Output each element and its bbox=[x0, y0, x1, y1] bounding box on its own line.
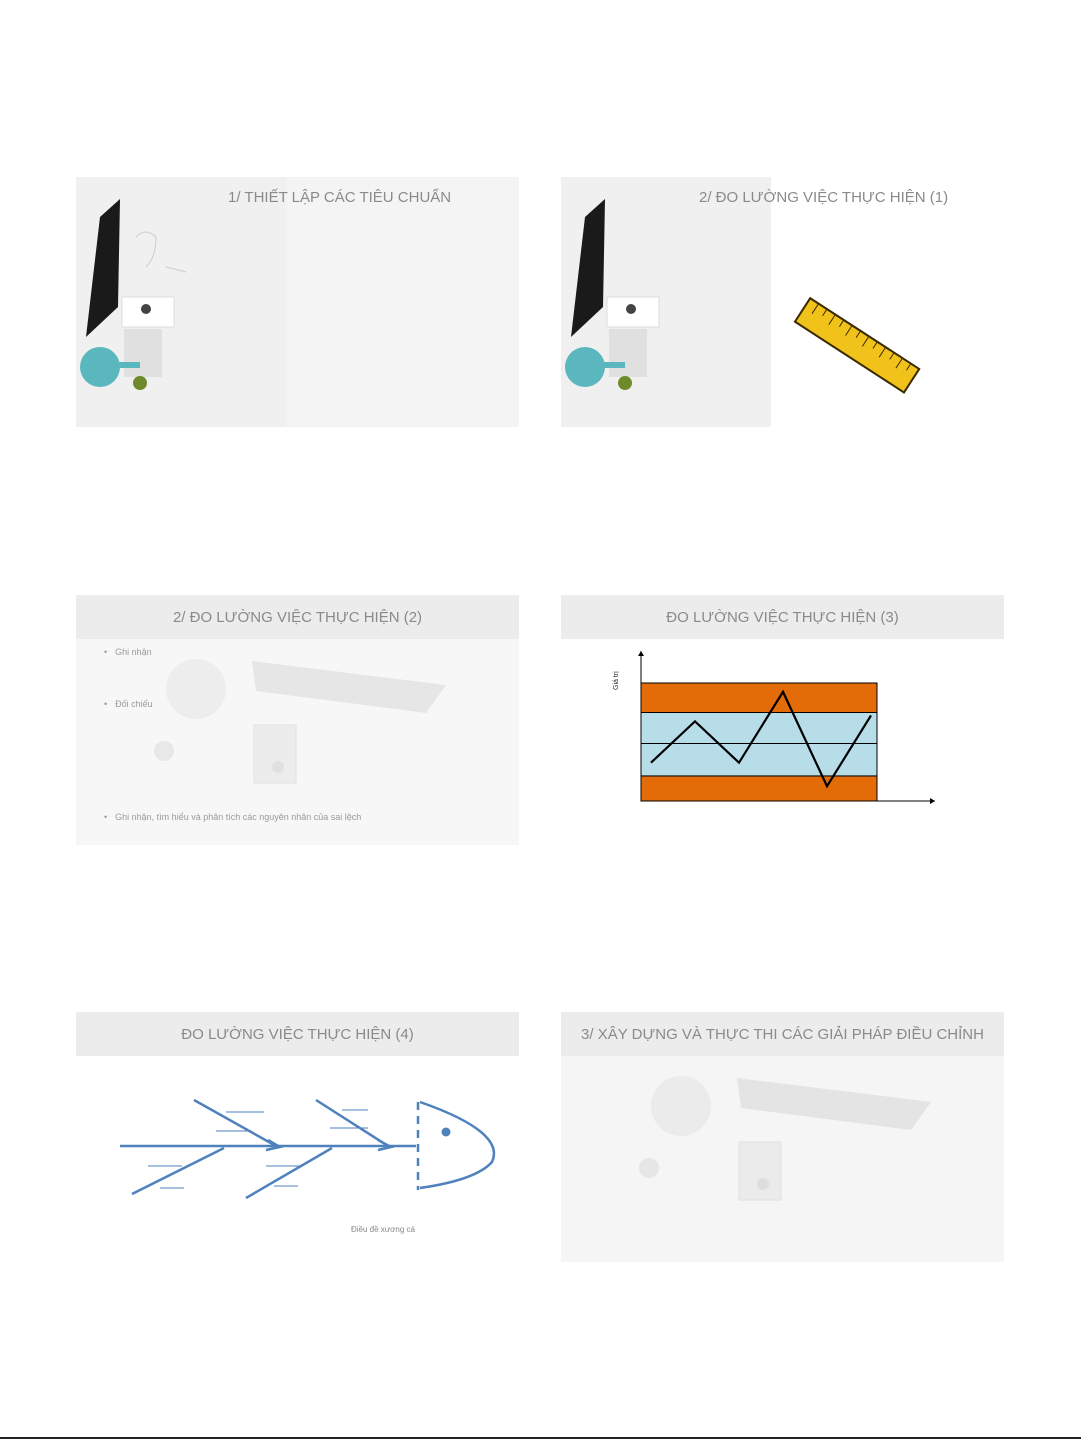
y-axis-arrow bbox=[638, 651, 644, 656]
bullet-item: • Đối chiếu bbox=[104, 699, 153, 709]
bullet-item: • Ghi nhận, tìm hiểu và phân tích các nguyên nhân của sai lệch bbox=[104, 812, 361, 822]
slide-title: 2/ ĐO LƯỜNG VIỆC THỰC HIỆN (1) bbox=[699, 189, 949, 206]
slide-title: 1/ THIẾT LẬP CÁC TIÊU CHUẨN bbox=[228, 189, 452, 206]
control-chart bbox=[561, 595, 1004, 845]
slide-1 bbox=[76, 177, 519, 427]
slide-title: ĐO LƯỜNG VIỆC THỰC HIỆN (4) bbox=[76, 1012, 519, 1056]
desk-photo bbox=[76, 177, 286, 427]
slide-5 bbox=[76, 1012, 519, 1262]
slide-3 bbox=[76, 595, 519, 845]
control-band bbox=[641, 683, 877, 713]
slide-title: 2/ ĐO LƯỜNG VIỆC THỰC HIỆN (2) bbox=[76, 595, 519, 639]
fishbone-bone bbox=[132, 1148, 224, 1194]
fish-head bbox=[420, 1102, 494, 1188]
fishbone-bone bbox=[246, 1148, 332, 1198]
ruler-icon bbox=[789, 289, 923, 405]
fish-eye bbox=[442, 1128, 451, 1137]
faded-desk-background bbox=[561, 1056, 1004, 1262]
slide-6 bbox=[561, 1012, 1004, 1262]
fishbone-diagram bbox=[76, 1012, 519, 1262]
desk-photo bbox=[561, 177, 771, 427]
bullet-item: • Ghi nhận bbox=[104, 647, 152, 657]
slide-title: ĐO LƯỜNG VIỆC THỰC HIỆN (3) bbox=[561, 595, 1004, 639]
desk-illustration bbox=[561, 177, 771, 427]
y-axis-label: Giá trị bbox=[613, 671, 620, 690]
diagram-caption: Điều đề xương cá bbox=[351, 1225, 415, 1234]
control-band bbox=[641, 776, 877, 801]
fishbone-bone bbox=[194, 1100, 276, 1146]
fishbone-bone bbox=[316, 1100, 388, 1146]
page-bottom-rule bbox=[0, 1437, 1081, 1439]
x-axis-arrow bbox=[930, 798, 935, 804]
desk-illustration bbox=[76, 177, 286, 427]
control-band bbox=[641, 713, 877, 776]
slide-title: 3/ XÂY DỰNG VÀ THỰC THI CÁC GIẢI PHÁP ĐIỀU CHỈNH bbox=[561, 1012, 1004, 1056]
slide-2 bbox=[561, 177, 1004, 427]
slide-4 bbox=[561, 595, 1004, 845]
